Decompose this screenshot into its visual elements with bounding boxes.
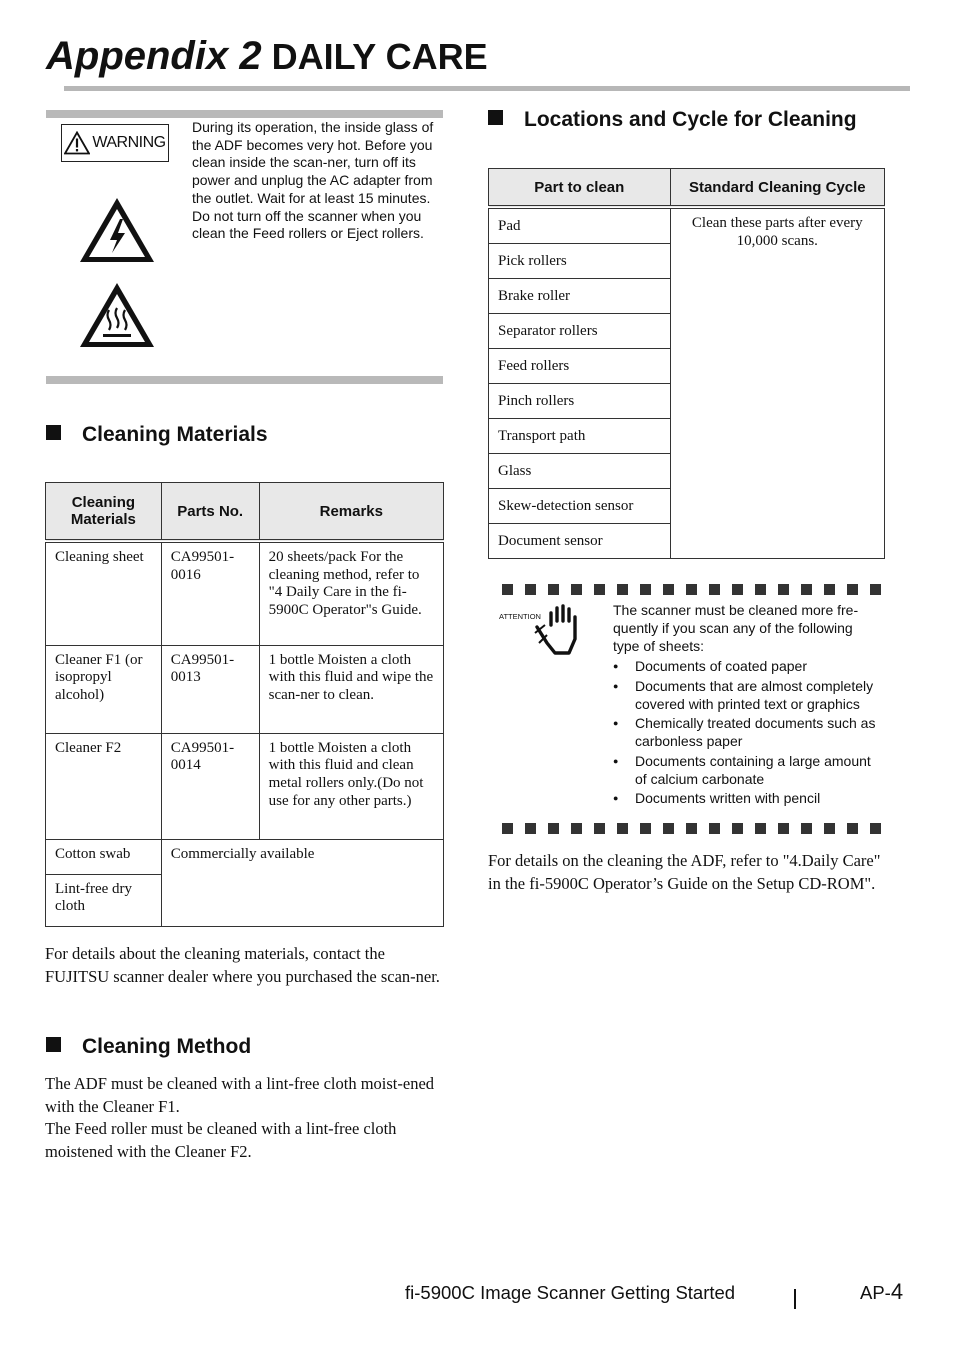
heading-bullet-icon	[488, 110, 503, 125]
remarks-cell: 1 bottle Moisten a cloth with this fluid and wipe the scan-ner to clean.	[268, 651, 434, 703]
table-header-row	[46, 483, 444, 542]
warning-triangle-icon	[64, 131, 90, 155]
heading-text: Cleaning Method	[82, 1035, 252, 1058]
part-cell: Document sensor	[489, 524, 671, 559]
list-item: ● Chemically treated documents such as carbonless paper	[613, 714, 883, 750]
table-row	[46, 541, 444, 645]
remarks-cell: 1 bottle Moisten a cloth with this fluid and clean metal rollers only.(Do not use for any other parts.)	[268, 739, 424, 809]
table-row	[46, 645, 444, 733]
attention-bottom-border	[502, 823, 882, 834]
attention-top-border	[502, 584, 882, 595]
heading-text: Locations and Cycle for Cleaning	[524, 108, 857, 131]
title-rule	[64, 86, 910, 91]
heading-text: Cleaning Materials	[82, 423, 268, 446]
page-number	[860, 1279, 903, 1305]
list-item: ● Documents containing a large amount of calcium carbonate	[613, 752, 883, 788]
column-header: Remarks	[259, 483, 443, 542]
material-cell: Lint-free dry cloth	[55, 880, 133, 915]
method-paragraph: The ADF must be cleaned with a lint-free cloth moist-ened with the Cleaner F1.	[45, 1074, 435, 1116]
warning-paragraph: Do not turn off the scanner when you clean the Feed rollers or Eject rollers.	[192, 207, 424, 242]
cleaning-cycle-table	[488, 168, 885, 559]
page-title-text: DAILY CARE	[271, 36, 488, 77]
cleaning-materials-table	[45, 482, 444, 927]
materials-note: For details about the cleaning materials, contact the FUJITSU scanner dealer where you purchased the scan-ner.	[45, 944, 440, 986]
column-header: Cleaning Materials	[46, 483, 162, 542]
list-item: ● Documents that are almost completely covered with printed text or graphics	[613, 677, 883, 713]
part-number-cell: CA99501-0016	[170, 549, 235, 583]
table-header-row	[489, 169, 885, 208]
remarks-cell: 20 sheets/pack For the cleaning method, refer to "4 Daily Care in the fi-5900C Operator"s Guide.	[268, 549, 422, 619]
part-cell: Pinch rollers	[489, 384, 671, 419]
cleaning-method-text	[45, 1073, 443, 1163]
part-cell: Feed rollers	[489, 349, 671, 384]
attention-list	[613, 657, 883, 807]
warning-top-bar	[46, 110, 443, 118]
part-cell: Separator rollers	[489, 314, 671, 349]
part-cell: Transport path	[489, 419, 671, 454]
hot-surface-hazard-icon	[77, 280, 157, 350]
table-row	[489, 207, 885, 244]
material-cell: Cleaner F2	[55, 739, 122, 756]
column-header: Part to clean	[489, 169, 671, 208]
cycle-cell: Clean these parts after every 10,000 scans.	[691, 215, 863, 249]
warning-paragraph: During its operation, the inside glass of the ADF becomes very hot. Before you clean inside the scan-ner, turn off its power and unplug the AC adapter from the outlet. Wait for at least 15 minutes.	[192, 119, 434, 206]
method-paragraph: The Feed roller must be cleaned with a lint-free cloth moistened with the Cleaner F2.	[45, 1119, 397, 1161]
warning-bottom-bar	[46, 376, 443, 384]
page-prefix: AP-	[860, 1282, 891, 1303]
part-cell: Glass	[489, 454, 671, 489]
part-cell: Pick rollers	[489, 244, 671, 279]
table-row	[46, 839, 444, 874]
appendix-label: Appendix 2	[46, 34, 262, 78]
adf-cleaning-note: For details on the cleaning the ADF, refer to "4.Daily Care" in the fi-5900C Operator’s Guide on the Setup CD-ROM".	[488, 851, 881, 893]
list-item: ● Documents of coated paper	[613, 657, 883, 675]
cleaning-method-heading	[46, 1035, 251, 1059]
locations-cycle-heading	[488, 108, 857, 132]
material-cell: Cleaning sheet	[55, 549, 144, 565]
part-cell: Brake roller	[489, 279, 671, 314]
footer-title: fi-5900C Image Scanner Getting Started	[405, 1282, 736, 1303]
column-header: Standard Cleaning Cycle	[670, 169, 884, 208]
attention-label: ATTENTION	[499, 612, 541, 621]
electric-shock-hazard-icon	[77, 195, 157, 265]
part-cell: Skew-detection sensor	[489, 489, 671, 524]
page-title	[46, 34, 488, 79]
attention-intro: The scanner must be cleaned more fre-quently if you scan any of the following type of sheets:	[613, 602, 859, 654]
list-item: ● Documents written with pencil	[613, 789, 883, 807]
warning-text	[192, 119, 437, 243]
material-cell: Cleaner F1 (or isopropyl alcohol)	[55, 651, 143, 703]
warning-label	[61, 124, 169, 162]
part-number-cell: Commercially available	[170, 845, 315, 862]
part-number-cell: CA99501-0014	[170, 739, 235, 774]
footer-separator	[794, 1289, 796, 1309]
table-row	[46, 733, 444, 839]
attention-hand-icon	[533, 603, 579, 657]
heading-bullet-icon	[46, 425, 61, 440]
part-number-cell: CA99501-0013	[170, 651, 235, 686]
page-number-value: 4	[890, 1279, 904, 1304]
material-cell: Cotton swab	[55, 845, 131, 862]
heading-bullet-icon	[46, 1037, 61, 1052]
attention-text	[613, 601, 883, 809]
cleaning-materials-heading	[46, 423, 268, 447]
warning-label-text: WARNING	[92, 134, 166, 151]
column-header: Parts No.	[161, 483, 259, 542]
part-cell: Pad	[489, 207, 671, 244]
